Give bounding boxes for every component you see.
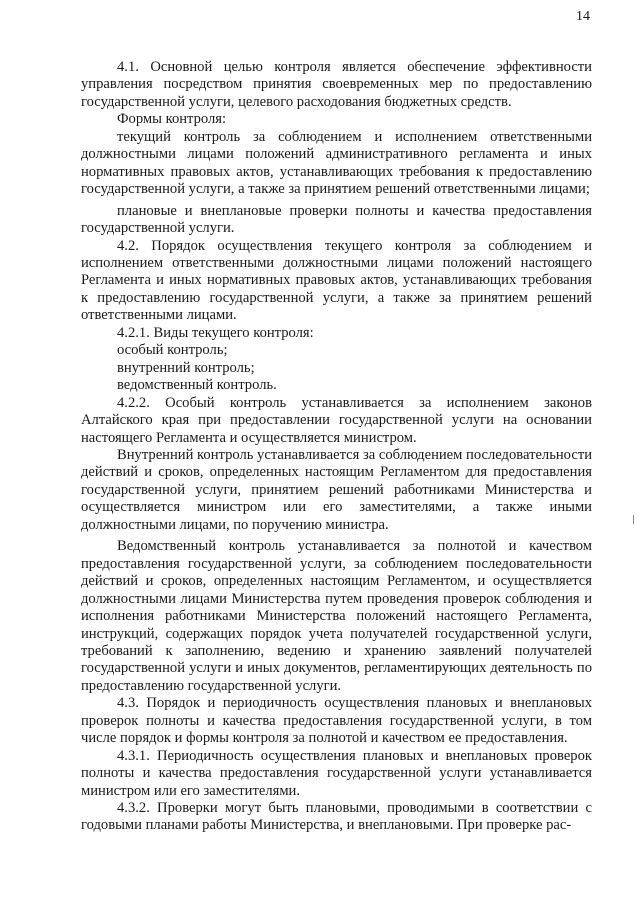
paragraph-control-forms: Формы контроля: — [117, 111, 227, 128]
document-body — [81, 59, 592, 835]
paragraph-inspections: плановые и внеплановые проверки полноты и качества предоставления государственной услуги. — [81, 202, 592, 237]
paragraph-4-3-1: 4.3.1. Периодичность осуществления плановых и внеплановых проверок полноты и качества предоставления государственной услуги устанавливается министром или его заместителями. — [81, 747, 592, 799]
paragraph-4-2-2: 4.2.2. Особый контроль устанавливается за исполнением законов Алтайского края при предоставлении государственной услуги на основании настоящего Регламента и осуществляется министром. — [81, 394, 592, 446]
page-number: 14 — [576, 9, 590, 24]
list-item-departmental-control: ведомственный контроль. — [117, 377, 277, 394]
paragraph-4-3: 4.3. Порядок и периодичность осуществления плановых и внеплановых проверок полноты и качества предоставления государственной услуги, в том числе порядок и формы контроля за полнотой и качеством ее предоставления. — [81, 695, 592, 747]
paragraph-4-2: 4.2. Порядок осуществления текущего контроля за соблюдением и исполнением ответственными должностными лицами положений настоящего Регламента и иных нормативных правовых актов, устанавливающих требования к предоставлению государственной услуги, а также за принятием решений ответственными лицами. — [81, 237, 592, 324]
paragraph-internal-control: Внутренний контроль устанавливается за соблюдением последовательности действий и сроков, определенных настоящим Регламентом для предоставления государственной услуги, принятием решений работниками Министерства и осуществляется министром или его заместителями, а также иными должностными лицами, по поручению министра. — [81, 446, 593, 533]
margin-mark — [633, 515, 634, 524]
paragraph-departmental-control: Ведомственный контроль устанавливается за полнотой и качеством предоставления государственной услуги, за соблюдением последовательности действий и сроков, определенных настоящим Регламентом, и осуществляется должностными лицами Министерства путем проведения проверок соблюдения и исполнения работниками Министерства положений настоящего Регламента, инструкций, содержащих порядок учета получателей государственной услуги, требований к заполнению, ведению и хранению заявлений получателей государственной услуги и иных документов, регламентирующих деятельность по предоставлению государственной услуги. — [81, 538, 592, 694]
paragraph-4-1: 4.1. Основной целью контроля является обеспечение эффективности управления посредством принятия своевременных мер по предоставлению государственной услуги, целевого расходования бюджетных средств. — [81, 59, 592, 110]
paragraph-4-2-1: 4.2.1. Виды текущего контроля: — [117, 324, 314, 341]
list-item-special-control: особый контроль; — [117, 342, 228, 359]
paragraph-4-3-2: 4.3.2. Проверки могут быть плановыми, проводимыми в соответствии с годовыми планами работы Министерства, и внеплановыми. При проверке рас- — [81, 800, 592, 834]
list-item-internal-control: внутренний контроль; — [117, 359, 255, 376]
paragraph-current-control: текущий контроль за соблюдением и исполнением ответственными должностными лицами положений административного регламента и иных нормативных правовых актов, устанавливающих требования к предоставлению государственной услуги, а также за принятием решений ответственными лицами; — [81, 128, 592, 198]
